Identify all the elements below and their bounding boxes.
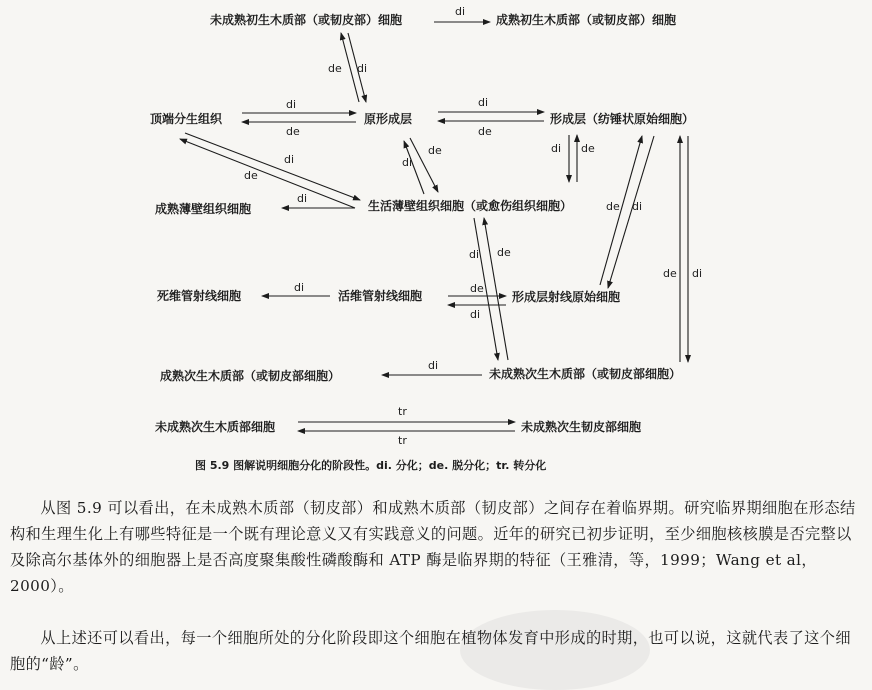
edge-label-de: de [581,142,595,155]
node-living-parenchyma: 生活薄壁组织细胞（或愈伤组织细胞） [368,199,573,213]
edge-label-tr: tr [398,405,407,418]
edge-label-di: di [297,192,308,205]
paragraph-critical-period: 从图 5.9 可以看出，在未成熟木质部（韧皮部）和成熟木质部（韧皮部）之间存在着临界期。研究临界期细胞在形态结构和生理生化上有哪些特征是一个既有理论意义又有实践意义的问题。近年的研究已初步证明，至少细胞核核膜是否完整以及除高尔基体外的细胞器上是否高度聚集酸性磷酸酶和 ATP 酶是临界期的特征（王雅清，等，1999；Wang et al，2000）。 [10,499,856,595]
edge-label-di: di [692,267,703,280]
edge-label-di: di [284,153,295,166]
node-mature-parenchyma: 成熟薄壁组织细胞 [155,202,252,216]
edge-label-di: di [478,96,489,109]
node-dead-ray: 死维管射线细胞 [157,289,242,303]
edge-label-de: de [478,125,492,138]
edge-label-tr: tr [398,434,407,447]
edge-label-de: de [663,267,677,280]
edge-label-di: di [402,156,413,169]
edge-label-di: di [632,200,643,213]
node-cambium: 形成层（纺锤状原始细胞） [550,112,695,126]
edge-label-di: di [470,308,481,321]
node-immature-secondary-xylem: 未成熟次生木质部细胞 [155,420,276,434]
edge-label-di: di [551,142,562,155]
edge-label-di: di [455,5,466,18]
edge-label-de: de [428,144,442,157]
node-mature-secondary: 成熟次生木质部（或韧皮部细胞） [160,369,341,383]
arrow-di [185,133,360,200]
node-immature-secondary: 未成熟次生木质部（或韧皮部细胞） [489,367,682,381]
arrow-de [484,218,508,360]
node-ray-initial: 形成层射线原始细胞 [512,290,621,304]
edge-label-di: di [428,359,439,372]
node-apical-meristem: 顶端分生组织 [150,112,223,126]
paragraph-cell-age: 从上述还可以看出，每一个细胞所处的分化阶段即这个细胞在植物体发育中形成的时期，也可以说，这就代表了这个细胞的“龄”。 [10,629,851,673]
edge-label-de: de [497,246,511,259]
edge-label-di: di [357,62,368,75]
edge-label-de: de [244,169,258,182]
edge-label-di: di [469,248,480,261]
edge-label-de: de [606,200,620,213]
node-immature-secondary-phloem: 未成熟次生韧皮部细胞 [521,420,642,434]
edge-label-di: di [286,98,297,111]
arrow-de [180,139,355,208]
node-procambium: 原形成层 [364,112,413,126]
node-living-ray: 活维管射线细胞 [338,289,423,303]
node-immature-primary: 未成熟初生木质部（或韧皮部）细胞 [210,13,403,27]
edge-label-di: di [294,281,305,294]
node-mature-primary: 成熟初生木质部（或韧皮部）细胞 [496,13,677,27]
figure-caption: 图 5.9 图解说明细胞分化的阶段性。di. 分化；de. 脱分化；tr. 转分化 [195,459,547,472]
edge-label-de: de [328,62,342,75]
edge-label-de: de [470,282,484,295]
edge-label-de: de [286,125,300,138]
